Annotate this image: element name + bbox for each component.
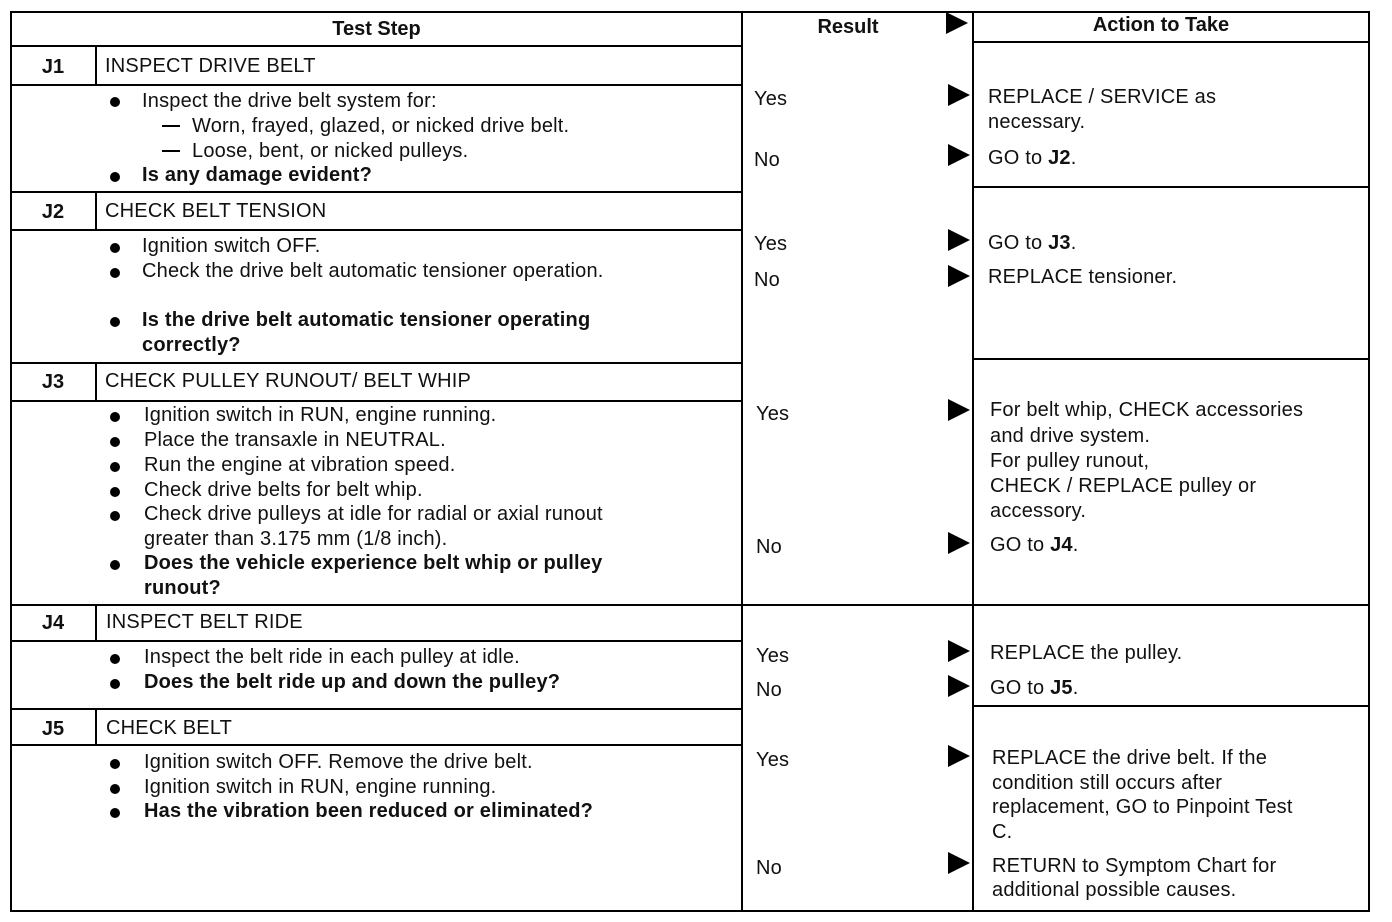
j1-id-divider xyxy=(95,45,97,85)
bullet-icon xyxy=(110,784,120,794)
action-text: accessory. xyxy=(990,500,1087,522)
step-id-j4: J4 xyxy=(41,612,65,634)
arrow-icon xyxy=(948,265,970,287)
step-line: Run the engine at vibration speed. xyxy=(144,454,456,476)
action-text: necessary. xyxy=(988,111,1086,133)
result-yes: Yes xyxy=(756,749,790,771)
result-yes: Yes xyxy=(756,645,790,667)
header-arrow-icon xyxy=(946,12,968,34)
bullet-icon xyxy=(110,654,120,664)
bullet-icon xyxy=(110,243,120,253)
step-id-j5: J5 xyxy=(41,718,65,740)
table-border-right xyxy=(1368,11,1370,912)
row-divider-j5 xyxy=(10,708,743,710)
j4-title-divider xyxy=(10,640,743,642)
bullet-icon xyxy=(110,412,120,422)
arrow-icon xyxy=(948,144,970,166)
action-text: REPLACE the pulley. xyxy=(990,642,1183,664)
j2-title-divider xyxy=(10,229,743,231)
action-text: REPLACE tensioner. xyxy=(988,266,1178,288)
action-divider-j3 xyxy=(972,358,1370,360)
arrow-icon xyxy=(948,84,970,106)
action-text: For belt whip, CHECK accessories xyxy=(990,399,1304,421)
step-id-j1: J1 xyxy=(41,56,65,78)
j1-title-divider xyxy=(10,84,743,86)
j3-id-divider xyxy=(95,362,97,402)
arrow-icon xyxy=(948,532,970,554)
step-question: Is any damage evident? xyxy=(142,164,373,186)
step-line: Inspect the drive belt system for: xyxy=(142,90,437,112)
j3-title-divider xyxy=(10,400,743,402)
result-no: No xyxy=(756,857,782,879)
result-no: No xyxy=(756,679,782,701)
column-divider-result xyxy=(741,11,743,912)
result-no: No xyxy=(756,536,782,558)
step-title-j1: INSPECT DRIVE BELT xyxy=(105,55,316,77)
step-id-j3: J3 xyxy=(41,371,65,393)
bullet-icon xyxy=(110,172,120,182)
action-text: For pulley runout, xyxy=(990,450,1150,472)
arrow-icon xyxy=(948,399,970,421)
result-no: No xyxy=(754,149,780,171)
table-border-bottom xyxy=(10,910,1370,912)
step-line: Place the transaxle in NEUTRAL. xyxy=(144,429,446,451)
j2-id-divider xyxy=(95,191,97,231)
arrow-icon xyxy=(948,640,970,662)
arrow-icon xyxy=(948,745,970,767)
arrow-icon xyxy=(948,675,970,697)
row-divider-j2 xyxy=(10,191,743,193)
step-line: Check the drive belt automatic tensioner operation. xyxy=(142,260,604,282)
header-result: Result xyxy=(817,16,879,38)
bullet-icon xyxy=(110,511,120,521)
step-line: Ignition switch in RUN, engine running. xyxy=(144,776,497,798)
step-line: Worn, frayed, glazed, or nicked drive belt. xyxy=(192,115,570,137)
step-line: Check drive belts for belt whip. xyxy=(144,479,423,501)
step-question: runout? xyxy=(144,577,221,599)
step-title-j4: INSPECT BELT RIDE xyxy=(106,611,303,633)
header-divider-action xyxy=(972,41,1370,43)
row-divider-j4 xyxy=(10,604,1370,606)
action-text: CHECK / REPLACE pulley or xyxy=(990,475,1257,497)
step-title-j2: CHECK BELT TENSION xyxy=(105,200,327,222)
step-line: Ignition switch OFF. Remove the drive belt. xyxy=(144,751,533,773)
result-yes: Yes xyxy=(754,233,788,255)
step-id-j2: J2 xyxy=(41,201,65,223)
step-question: Does the belt ride up and down the pulley? xyxy=(144,671,561,693)
step-question: Is the drive belt automatic tensioner operating xyxy=(142,309,591,331)
action-text: GO to J2. xyxy=(988,147,1077,169)
bullet-icon xyxy=(110,437,120,447)
action-text: and drive system. xyxy=(990,425,1151,447)
step-title-j3: CHECK PULLEY RUNOUT/ BELT WHIP xyxy=(105,370,472,392)
action-text: condition still occurs after xyxy=(992,772,1223,794)
action-text: REPLACE the drive belt. If the xyxy=(992,747,1268,769)
step-title-j5: CHECK BELT xyxy=(106,717,233,739)
step-question: Has the vibration been reduced or eliminated? xyxy=(144,800,594,822)
j5-title-divider xyxy=(10,744,743,746)
action-text: GO to J3. xyxy=(988,232,1077,254)
action-text: additional possible causes. xyxy=(992,879,1237,901)
step-question: correctly? xyxy=(142,334,241,356)
bullet-icon xyxy=(110,317,120,327)
action-text: GO to J5. xyxy=(990,677,1079,699)
bullet-icon xyxy=(110,487,120,497)
bullet-icon xyxy=(110,97,120,107)
header-divider xyxy=(10,45,743,47)
arrow-icon xyxy=(948,229,970,251)
j5-id-divider xyxy=(95,708,97,746)
bullet-icon xyxy=(110,808,120,818)
table-border-left xyxy=(10,11,12,912)
action-text: RETURN to Symptom Chart for xyxy=(992,855,1277,877)
action-text: C. xyxy=(992,821,1013,843)
step-line: Check drive pulleys at idle for radial or axial runout xyxy=(144,503,603,525)
step-line: Ignition switch in RUN, engine running. xyxy=(144,404,497,426)
row-divider-j3 xyxy=(10,362,743,364)
action-text: REPLACE / SERVICE as xyxy=(988,86,1217,108)
step-line: Loose, bent, or nicked pulleys. xyxy=(192,140,469,162)
action-divider-j5 xyxy=(972,705,1370,707)
bullet-icon xyxy=(110,462,120,472)
arrow-icon xyxy=(948,852,970,874)
bullet-icon xyxy=(110,560,120,570)
step-line: Inspect the belt ride in each pulley at idle. xyxy=(144,646,520,668)
result-yes: Yes xyxy=(756,403,790,425)
bullet-icon xyxy=(110,268,120,278)
result-no: No xyxy=(754,269,780,291)
step-question: Does the vehicle experience belt whip or pulley xyxy=(144,552,603,574)
bullet-icon xyxy=(110,679,120,689)
header-test-step: Test Step xyxy=(332,18,421,40)
j4-id-divider xyxy=(95,604,97,642)
action-divider-j2 xyxy=(972,186,1370,188)
action-text: replacement, GO to Pinpoint Test xyxy=(992,796,1293,818)
column-divider-action xyxy=(972,11,974,912)
result-yes: Yes xyxy=(754,88,788,110)
bullet-icon xyxy=(110,759,120,769)
dash-icon xyxy=(162,125,180,127)
step-line: Ignition switch OFF. xyxy=(142,235,321,257)
action-text: GO to J4. xyxy=(990,534,1079,556)
step-line: greater than 3.175 mm (1/8 inch). xyxy=(144,528,448,550)
header-action: Action to Take xyxy=(1092,14,1230,36)
dash-icon xyxy=(162,150,180,152)
